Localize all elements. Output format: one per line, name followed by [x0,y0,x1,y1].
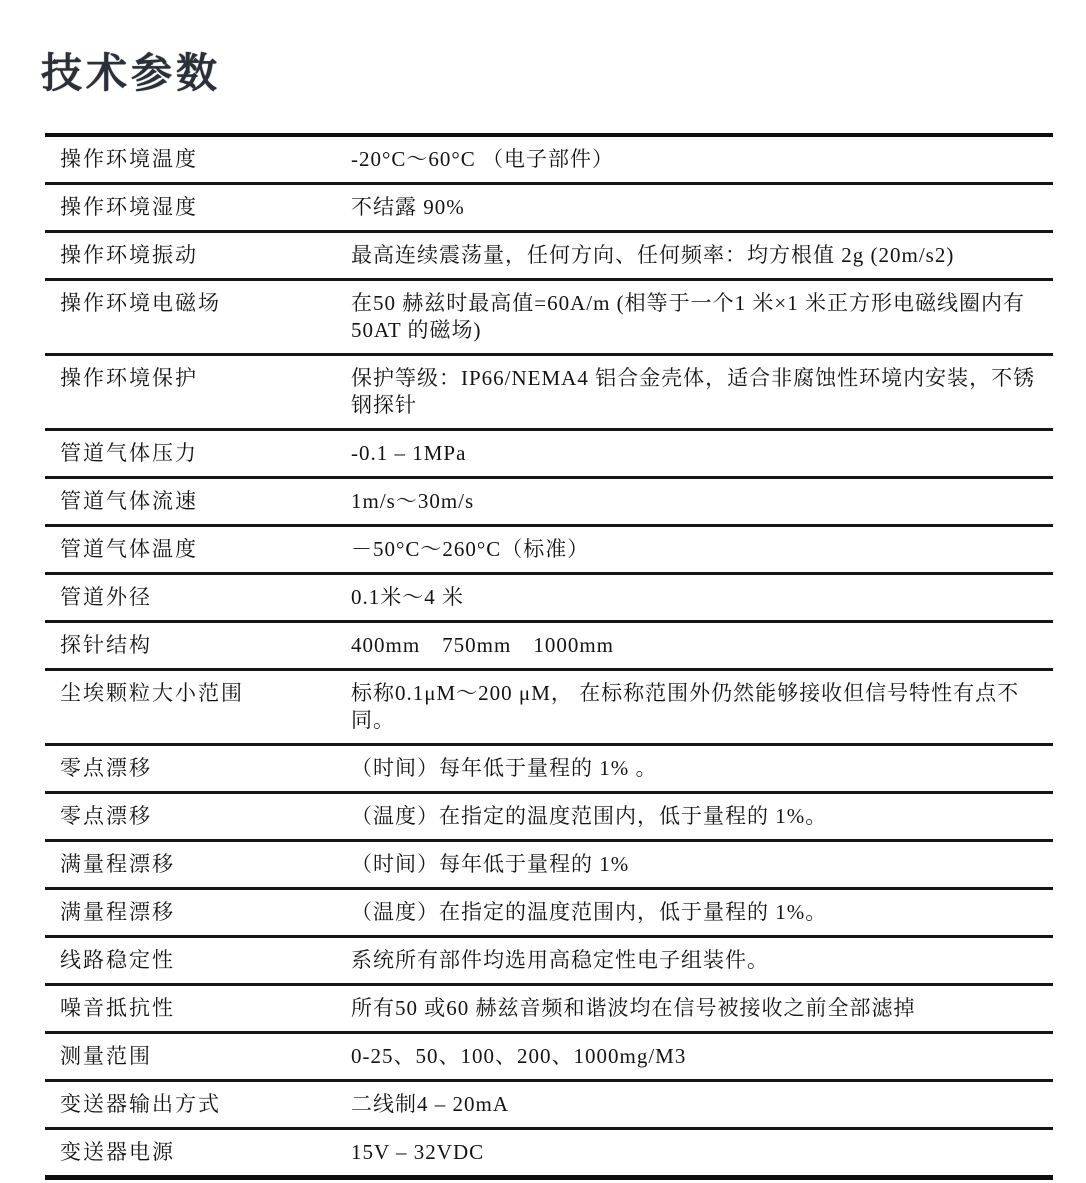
table-row [45,135,1053,184]
spec-label-cell: 管道外径 [60,585,152,609]
spec-value-cell: （时间）每年低于量程的 1% [351,852,630,876]
spec-value-cell: 400mm 750mm 1000mm [351,633,615,657]
spec-label-cell: 变送器输出方式 [60,1092,221,1116]
table-row [45,670,1053,745]
spec-label-cell: 操作环境保护 [60,366,198,390]
spec-value-cell: 0-25、50、100、200、1000mg/M3 [351,1044,687,1068]
spec-label-cell: 零点漂移 [60,756,152,780]
table-row [45,430,1053,478]
spec-label-cell: 尘埃颗粒大小范围 [60,681,244,705]
spec-label-cell: 变送器电源 [60,1140,175,1164]
table-row [45,355,1053,430]
spec-value-cell: 标称0.1μM～200 μM， 在标称范围外仍然能够接收但信号特性有点不同。 [351,681,1020,732]
spec-table-body [45,135,1053,1178]
spec-value-cell: （温度）在指定的温度范围内，低于量程的 1%。 [351,900,828,924]
page-title: 技术参数 [41,50,221,96]
spec-table [45,133,1053,1180]
table-row [45,526,1053,574]
table-row [45,1129,1053,1178]
spec-label-cell: 线路稳定性 [60,948,175,972]
spec-label-cell: 操作环境振动 [60,243,198,267]
table-row [45,985,1053,1033]
spec-label-cell: 探针结构 [60,633,152,657]
spec-label-cell: 零点漂移 [60,804,152,828]
table-row [45,478,1053,526]
table-row [45,841,1053,889]
table-row [45,793,1053,841]
spec-label-cell: 管道气体温度 [60,537,198,561]
spec-label-cell: 操作环境电磁场 [60,291,221,315]
spec-value-cell: 1m/s～30m/s [351,489,475,513]
table-row [45,745,1053,793]
spec-value-cell: -20°C～60°C （电子部件） [351,147,615,171]
spec-value-cell: （温度）在指定的温度范围内，低于量程的 1%。 [351,804,828,828]
spec-label-cell: 满量程漂移 [60,852,175,876]
spec-value-cell: 系统所有部件均选用高稳定性电子组装件。 [351,948,769,972]
spec-value-cell: 最高连续震荡量，任何方向、任何频率：均方根值 2g (20m/s2) [351,243,955,267]
spec-value-cell: 不结露 90% [351,195,465,219]
spec-value-cell: 在50 赫兹时最高值=60A/m (相等于一个1 米×1 米正方形电磁线圈内有50AT 的磁场) [351,291,1026,342]
spec-label-cell: 操作环境湿度 [60,195,198,219]
spec-label-cell: 管道气体流速 [60,489,198,513]
table-row [45,937,1053,985]
table-row [45,622,1053,670]
spec-label-cell: 测量范围 [60,1044,152,1068]
spec-value-cell: 二线制4 – 20mA [351,1092,509,1116]
table-row [45,232,1053,280]
table-row [45,184,1053,232]
spec-value-cell: 保护等级：IP66/NEMA4 铝合金壳体，适合非腐蚀性环境内安装，不锈钢探针 [351,366,1036,417]
spec-label-cell: 满量程漂移 [60,900,175,924]
spec-value-cell: -0.1 – 1MPa [351,441,467,465]
table-row [45,574,1053,622]
table-row [45,889,1053,937]
table-row [45,280,1053,355]
spec-value-cell: －50°C～260°C（标准） [351,537,590,561]
spec-value-cell: （时间）每年低于量程的 1% 。 [351,756,658,780]
table-row [45,1033,1053,1081]
spec-value-cell: 15V – 32VDC [351,1140,485,1164]
spec-label-cell: 噪音抵抗性 [60,996,175,1020]
spec-label-cell: 管道气体压力 [60,441,198,465]
table-row [45,1081,1053,1129]
spec-value-cell: 0.1米～4 米 [351,585,464,609]
spec-label-cell: 操作环境温度 [60,147,198,171]
spec-value-cell: 所有50 或60 赫兹音频和谐波均在信号被接收之前全部滤掉 [351,996,916,1020]
